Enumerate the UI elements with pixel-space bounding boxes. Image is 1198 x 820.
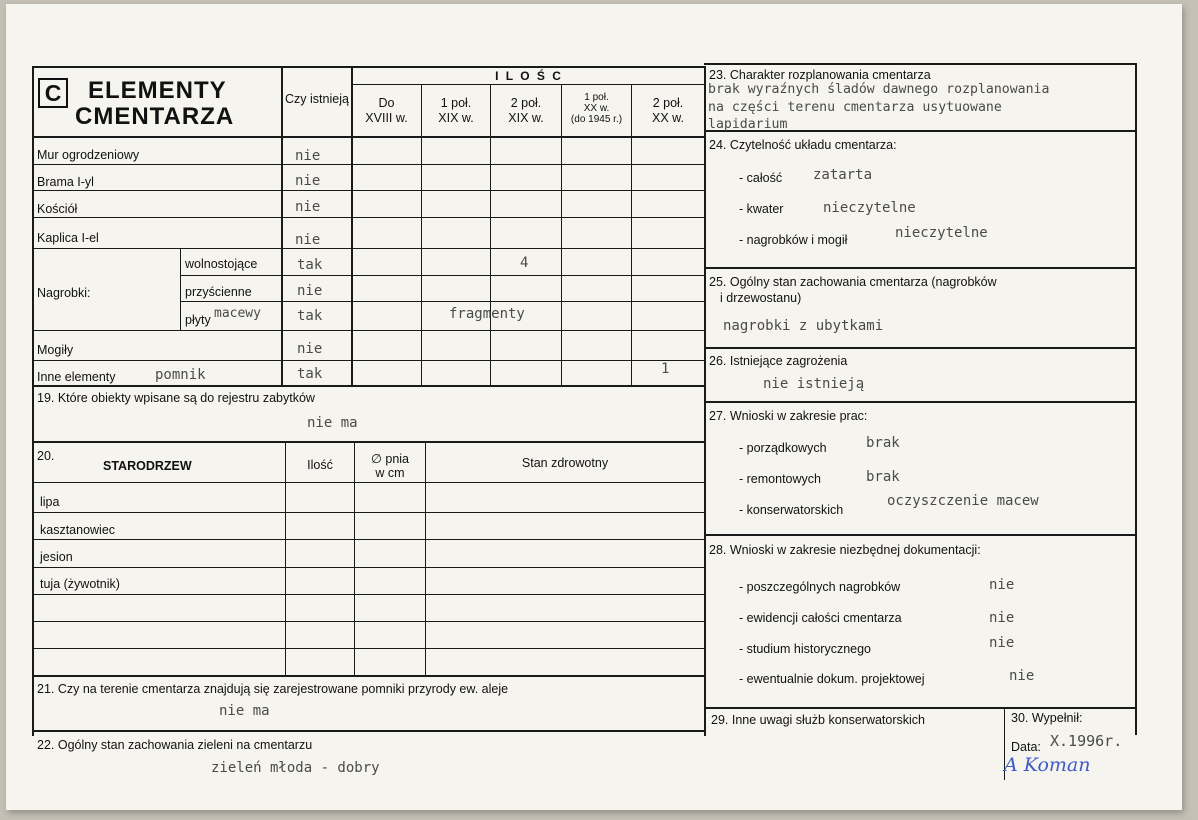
q26-label: 26. Istniejące zagrożenia	[709, 354, 848, 368]
czy-istnieja-header: Czy istnieją	[285, 92, 349, 106]
q24-calosc-value: zatarta	[813, 167, 873, 183]
value-plyty: tak	[297, 308, 323, 324]
q20-col-pnia: ∅ pnia w cm	[371, 452, 409, 480]
q26-value: nie istnieją	[763, 376, 865, 392]
q25-label-line2: i drzewostanu)	[720, 291, 802, 305]
value-mur: nie	[295, 148, 321, 164]
q22-label: 22. Ogólny stan zachowania zieleni na cmentarzu	[37, 738, 313, 752]
value-brama: nie	[295, 173, 321, 189]
q29-label: 29. Inne uwagi służb konserwatorskich	[711, 713, 926, 727]
row-label-plyty: płyty	[185, 313, 211, 327]
q20-title: STARODRZEW	[103, 459, 192, 473]
handwritten-plyty-macewy: macewy	[214, 306, 261, 321]
period-header-2pol-xx: 2 poł. XX w.	[652, 96, 684, 125]
q21-label: 21. Czy na terenie cmentarza znajdują się zarejestrowane pomniki przyrody ew. aleje	[37, 682, 509, 696]
section-title-line1: ELEMENTY	[88, 77, 227, 104]
value-kaplica: nie	[295, 232, 321, 248]
value-wolnostojace: tak	[297, 257, 323, 273]
q22-value: zieleń młoda - dobry	[211, 760, 380, 776]
q24-label: 24. Czytelność układu cmentarza:	[709, 138, 897, 152]
q27-remontowych-label: - remontowych	[739, 472, 821, 486]
section-title-line2: CMENTARZA	[75, 103, 235, 130]
q27-konserwatorskich-value: oczyszczenie macew	[887, 493, 1039, 509]
q27-porzadkowych-label: - porządkowych	[739, 441, 827, 455]
q30-date: X.1996r.	[1050, 732, 1123, 750]
q20-col-stan: Stan zdrowotny	[521, 456, 609, 470]
row-label-przyscienne: przyścienne	[185, 285, 252, 299]
q28-projektowej-value: nie	[1009, 668, 1035, 684]
q24-nagrobkow-label: - nagrobków i mogił	[739, 233, 848, 247]
q27-remontowych-value: brak	[866, 469, 900, 485]
period-header-1pol-xix: 1 poł. XIX w.	[438, 96, 474, 125]
period-header-2pol-xix: 2 poł. XIX w.	[508, 96, 544, 125]
tree-row-tuja: tuja (żywotnik)	[40, 577, 120, 591]
count-inne-2pol-xx: 1	[661, 361, 670, 377]
q30-signature: A Koman	[1004, 754, 1091, 776]
section-letter-box: C	[38, 78, 68, 108]
row-label-kaplica: Kaplica I-el	[37, 231, 99, 245]
row-label-inne: Inne elementy	[37, 370, 116, 384]
q19-value: nie ma	[307, 415, 358, 431]
q28-label: 28. Wnioski w zakresie niezbędnej dokumentacji:	[709, 543, 981, 557]
q19-label: 19. Które obiekty wpisane są do rejestru zabytków	[37, 391, 315, 405]
q25-value: nagrobki z ubytkami	[723, 318, 884, 334]
q24-calosc-label: - całość	[739, 171, 783, 185]
q23-line1: brak wyraźnych śladów dawnego rozplanowania	[708, 82, 1050, 97]
tree-row-jesion: jesion	[40, 550, 73, 564]
q24-nagrobkow-value: nieczytelne	[895, 225, 988, 241]
q21-value: nie ma	[219, 703, 270, 719]
q27-label: 27. Wnioski w zakresie prac:	[709, 409, 868, 423]
q28-ewidencji-value: nie	[989, 610, 1015, 626]
q23-line3: lapidarium	[708, 117, 788, 132]
q30-label: 30. Wypełnił:	[1011, 711, 1083, 725]
q28-ewidencji-label: - ewidencji całości cmentarza	[739, 611, 902, 625]
value-przyscienne: nie	[297, 283, 323, 299]
q20-col-ilosc: Ilość	[307, 458, 333, 472]
q25-label-line1: 25. Ogólny stan zachowania cmentarza (nagrobków	[709, 275, 997, 289]
q27-porzadkowych-value: brak	[866, 435, 900, 451]
row-label-mur: Mur ogrodzeniowy	[37, 148, 140, 162]
q28-studium-label: - studium historycznego	[739, 642, 872, 656]
tree-row-kasztanowiec: kasztanowiec	[40, 523, 116, 537]
row-label-kosciol: Kościół	[37, 202, 78, 216]
q24-kwater-value: nieczytelne	[823, 200, 916, 216]
q28-projektowej-label: - ewentualnie dokum. projektowej	[739, 672, 925, 686]
q23-label: 23. Charakter rozplanowania cmentarza	[709, 68, 931, 82]
value-kosciol: nie	[295, 199, 321, 215]
note-plyty-fragmenty: fragmenty	[449, 306, 525, 322]
q30-data-label: Data:	[1011, 740, 1041, 754]
row-label-mogily: Mogiły	[37, 343, 74, 357]
count-wolnostojace-2pol-xix: 4	[520, 255, 529, 271]
q28-studium-value: nie	[989, 635, 1015, 651]
row-label-nagrobki: Nagrobki:	[37, 286, 91, 300]
value-inne: tak	[297, 366, 323, 382]
row-label-brama: Brama I-yl	[37, 175, 94, 189]
q27-konserwatorskich-label: - konserwatorskich	[739, 503, 844, 517]
q28-poszczegolnych-value: nie	[989, 577, 1015, 593]
period-header-xviii: Do XVIII w.	[365, 96, 408, 125]
handwritten-inne-pomnik: pomnik	[155, 367, 206, 383]
period-header-1pol-xx: 1 poł. XX w. (do 1945 r.)	[570, 92, 623, 125]
q23-line2: na części terenu cmentarza usytuowane	[708, 100, 1002, 115]
row-label-wolnostojace: wolnostojące	[185, 257, 258, 271]
cemetery-form-card	[6, 4, 1182, 810]
tree-row-lipa: lipa	[40, 495, 60, 509]
ilosc-header: I L O Ś C	[495, 69, 563, 83]
q20-number: 20.	[37, 449, 55, 463]
q28-poszczegolnych-label: - poszczególnych nagrobków	[739, 580, 901, 594]
q24-kwater-label: - kwater	[739, 202, 784, 216]
value-mogily: nie	[297, 341, 323, 357]
